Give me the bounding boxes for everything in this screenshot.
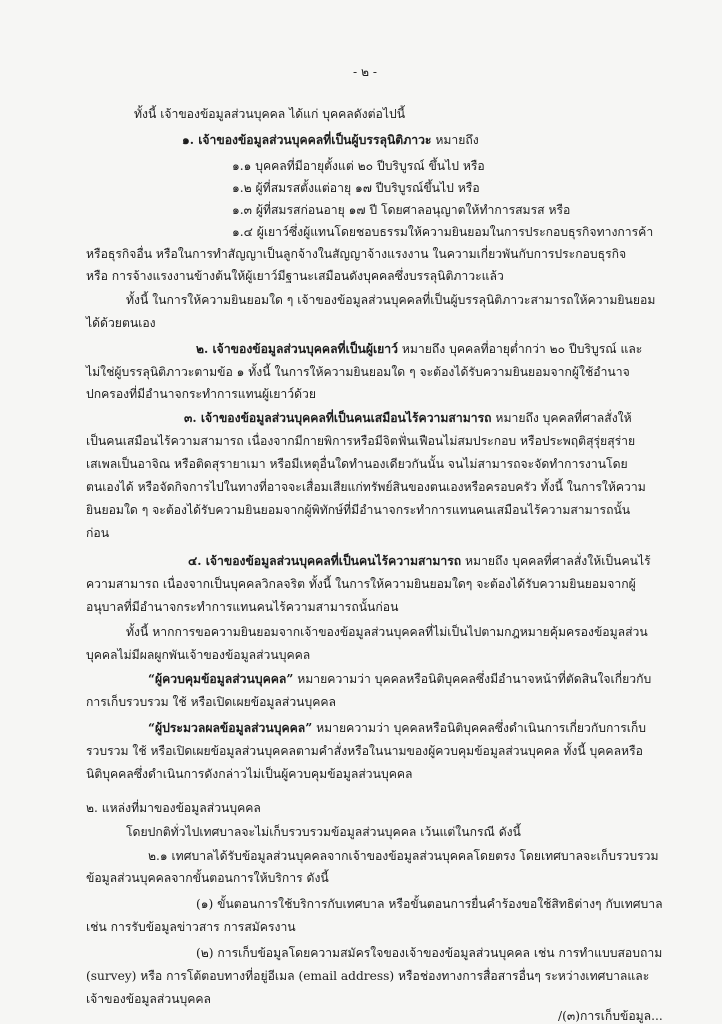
paragraph-line: บุคคลไม่มีผลผูกพันเจ้าของข้อมูลส่วนบุคคล bbox=[86, 648, 311, 662]
continuation-marker: /(๓)การเก็บข้อมูล... bbox=[558, 1009, 663, 1023]
paragraph-line: ทั้งนี้ เจ้าของข้อมูลส่วนบุคคล ได้แก่ บุคคลดังต่อไปนี้ bbox=[134, 107, 406, 121]
term-definition: หมายถึง บุคคลที่ศาลสั่งให้เป็นคนไร้ bbox=[461, 554, 651, 568]
paragraph-line: นิติบุคคลซึ่งดำเนินการดังกล่าวไม่เป็นผู้ควบคุมข้อมูลส่วนบุคคล bbox=[86, 767, 413, 781]
paragraph-line: (survey) หรือ การโต้ตอบทางที่อยู่อีเมล (email address) หรือช่องทางการสื่อสารอื่นๆ ระหว่างเทศบาลและ bbox=[86, 969, 650, 983]
definition-line bbox=[148, 720, 646, 736]
bold-term: “ผู้ประมวลผลข้อมูลส่วนบุคคล” bbox=[148, 721, 313, 735]
term-definition: หมายความว่า บุคคลหรือนิติบุคคลซึ่งดำเนินการเกี่ยวกับการเก็บ bbox=[312, 721, 647, 735]
paragraph-line: เจ้าของข้อมูลส่วนบุคคล bbox=[86, 992, 212, 1006]
subitem-line: ๑.๓ ผู้ที่สมรสก่อนอายุ ๑๗ ปี โดยศาลอนุญาตให้ทำการสมรส หรือ bbox=[232, 203, 571, 217]
paragraph-line: อนุบาลที่มีอำนาจกระทำการแทนคนไร้ความสามารถนั้นก่อน bbox=[86, 600, 399, 614]
paragraph-line: หรือธุรกิจอื่น หรือในการทำสัญญาเป็นลูกจ้างในสัญญาจ้างแรงงาน ในความเกี่ยวพันกับการประกอบธุรกิจ bbox=[86, 247, 627, 261]
paragraph-line: โดยปกติทั่วไปเทศบาลจะไม่เก็บรวบรวมข้อมูลส่วนบุคคล เว้นแต่ในกรณี ดังนี้ bbox=[126, 825, 521, 839]
section-heading-line bbox=[182, 132, 479, 148]
term-definition: หมายถึง บุคคลที่อายุต่ำกว่า ๒๐ ปีบริบูรณ์ และ bbox=[397, 342, 643, 356]
paragraph-line: เป็นคนเสมือนไร้ความสามารถ เนื่องจากมีกายพิการหรือมีจิตฟั่นเฟือนไม่สมประกอบ หรือประพฤติสุรุ่ยสุร่าย bbox=[86, 434, 636, 448]
section-title: ๒. แหล่งที่มาของข้อมูลส่วนบุคคล bbox=[86, 801, 261, 815]
paragraph-line: ก่อน bbox=[86, 526, 110, 540]
term-definition: หมายถึง bbox=[431, 133, 479, 147]
paragraph-line: เช่น การรับข้อมูลข่าวสาร การสมัครงาน bbox=[86, 920, 296, 934]
section-heading-line bbox=[196, 341, 642, 357]
subitem-line: ๑.๒ ผู้ที่สมรสตั้งแต่อายุ ๑๗ ปีบริบูรณ์ขึ้นไป หรือ bbox=[232, 181, 480, 195]
paragraph-line: ไม่ใช่ผู้บรรลุนิติภาวะตามข้อ ๑ ทั้งนี้ ในการให้ความยินยอมใด ๆ จะต้องได้รับความยินยอมจากผู้ใช้อำนาจ bbox=[86, 365, 630, 379]
bold-term: ๑. เจ้าของข้อมูลส่วนบุคคลที่เป็นผู้บรรลุนิติภาวะ bbox=[182, 133, 432, 147]
paragraph-line: หรือ การจ้างแรงงานข้างต้นให้ผู้เยาว์มีฐานะเสมือนดังบุคคลซึ่งบรรลุนิติภาวะแล้ว bbox=[86, 269, 504, 283]
page-number: - ๒ - bbox=[353, 65, 378, 79]
bold-term: ๒. เจ้าของข้อมูลส่วนบุคคลที่เป็นผู้เยาว์ bbox=[196, 342, 398, 356]
subitem-line: ๑.๑ บุคคลที่มีอายุตั้งแต่ ๒๐ ปีบริบูรณ์ ขึ้นไป หรือ bbox=[232, 159, 485, 173]
paragraph-line: (๒) การเก็บข้อมูลโดยความสมัครใจของเจ้าของข้อมูลส่วนบุคคล เช่น การทำแบบสอบถาม bbox=[196, 946, 663, 960]
paragraph-line: (๑) ขั้นตอนการใช้บริการกับเทศบาล หรือขั้นตอนการยื่นคำร้องขอใช้สิทธิต่างๆ กับเทศบาล bbox=[196, 897, 663, 911]
section-heading-line bbox=[184, 410, 632, 426]
paragraph-line: การเก็บรวบรวม ใช้ หรือเปิดเผยข้อมูลส่วนบุคคล bbox=[86, 695, 337, 709]
paragraph-line: ข้อมูลส่วนบุคคลจากขั้นตอนการให้บริการ ดังนี้ bbox=[86, 871, 329, 885]
paragraph-line: ๒.๑ เทศบาลได้รับข้อมูลส่วนบุคคลจากเจ้าของข้อมูลส่วนบุคคลโดยตรง โดยเทศบาลจะเก็บรวบรวม bbox=[148, 849, 659, 863]
paragraph-line: ได้ด้วยตนเอง bbox=[86, 316, 156, 330]
bold-term: ๔. เจ้าของข้อมูลส่วนบุคคลที่เป็นคนไร้ความสามารถ bbox=[188, 554, 462, 568]
term-definition: หมายความว่า บุคคลหรือนิติบุคคลซึ่งมีอำนาจหน้าที่ตัดสินใจเกี่ยวกับ bbox=[293, 672, 652, 686]
bold-term: ๓. เจ้าของข้อมูลส่วนบุคคลที่เป็นคนเสมือนไร้ความสามารถ bbox=[184, 411, 492, 425]
term-definition: หมายถึง บุคคลที่ศาลสั่งให้ bbox=[491, 411, 632, 425]
section-heading-line bbox=[188, 553, 651, 569]
paragraph-line: เสเพลเป็นอาจิณ หรือติดสุรายาเมา หรือมีเหตุอื่นใดทำนองเดียวกันนั้น จนไม่สามารถจะจัดทำการงานโดย bbox=[86, 457, 628, 471]
paragraph-line: ความสามารถ เนื่องจากเป็นบุคคลวิกลจริต ทั้งนี้ ในการให้ความยินยอมใดๆ จะต้องได้รับความยินยอมจากผู้ bbox=[86, 577, 636, 591]
subitem-line: ๑.๔ ผู้เยาว์ซึ่งผู้แทนโดยชอบธรรมให้ความยินยอมในการประกอบธุรกิจทางการค้า bbox=[232, 225, 654, 239]
bold-term: “ผู้ควบคุมข้อมูลส่วนบุคคล” bbox=[148, 672, 294, 686]
paragraph-line: ปกครองที่มีอำนาจกระทำการแทนผู้เยาว์ด้วย bbox=[86, 387, 317, 401]
paragraph-line: ยินยอมใด ๆ จะต้องได้รับความยินยอมจากผู้พิทักษ์ที่มีอำนาจกระทำการแทนคนเสมือนไร้ความสามารถนั้น bbox=[86, 503, 631, 517]
paragraph-line: ทั้งนี้ หากการขอความยินยอมจากเจ้าของข้อมูลส่วนบุคคลที่ไม่เป็นไปตามกฎหมายคุ้มครองข้อมูลส่วน bbox=[126, 625, 648, 639]
paragraph-line: ตนเองได้ หรือจัดกิจการไปในทางที่อาจจะเสื่อมเสียแก่ทรัพย์สินของตนเองหรือครอบครัว ทั้งนี้ ในการให้ความ bbox=[86, 480, 646, 494]
paragraph-line: รวบรวม ใช้ หรือเปิดเผยข้อมูลส่วนบุคคลตามคำสั่งหรือในนามของผู้ควบคุมข้อมูลส่วนบุคคล ทั้งนี้ บุคคลหรือ bbox=[86, 744, 643, 758]
paragraph-line: ทั้งนี้ ในการให้ความยินยอมใด ๆ เจ้าของข้อมูลส่วนบุคคลที่เป็นผู้บรรลุนิติภาวะสามารถให้ความยินยอม bbox=[126, 293, 656, 307]
definition-line bbox=[148, 671, 651, 687]
